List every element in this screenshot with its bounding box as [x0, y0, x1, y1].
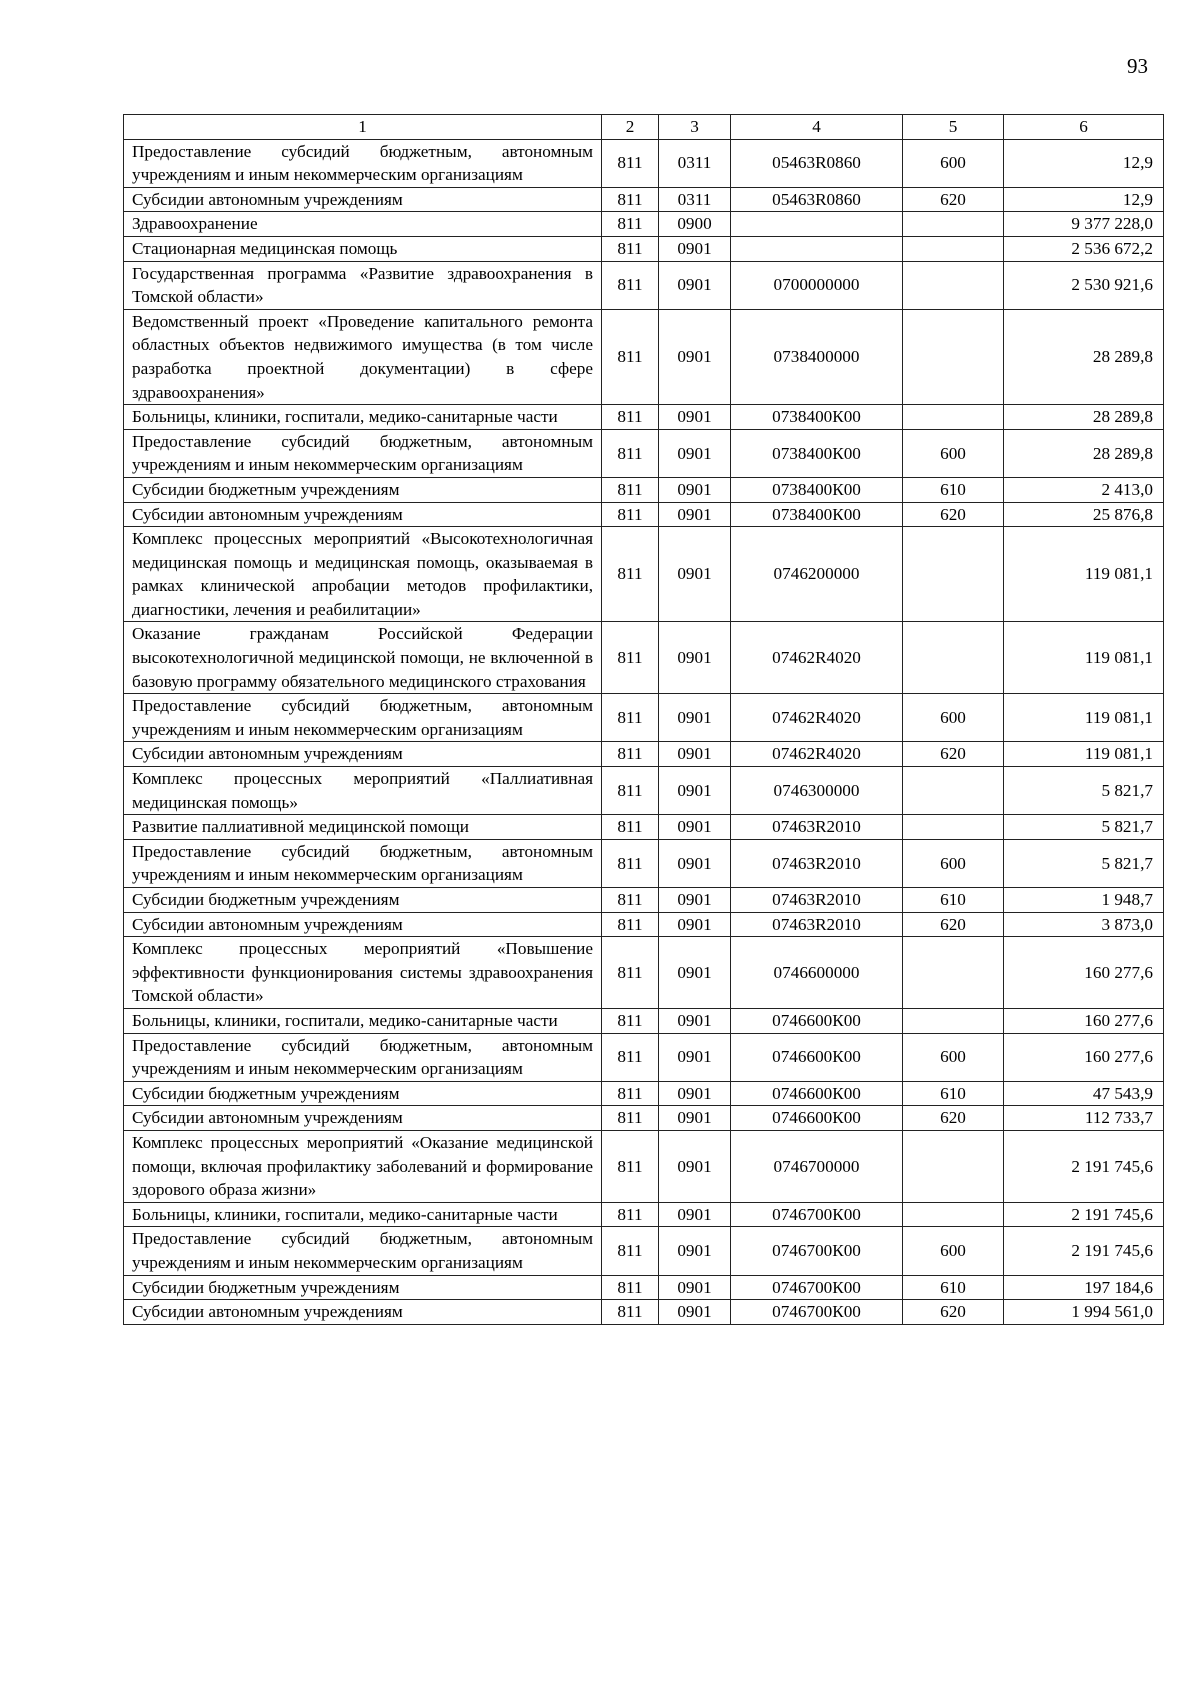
target-article-cell: 0746700К00 [731, 1275, 903, 1300]
ministry-code-cell: 811 [602, 912, 659, 937]
row-name-cell: Предоставление субсидий бюджетным, автономным учреждениям и иным некоммерческим организациям [124, 1227, 602, 1275]
expense-type-cell: 600 [903, 429, 1004, 477]
ministry-code-cell: 811 [602, 1202, 659, 1227]
row-name-cell: Предоставление субсидий бюджетным, автономным учреждениям и иным некоммерческим организациям [124, 839, 602, 887]
amount-cell: 2 191 745,6 [1004, 1202, 1164, 1227]
ministry-code-cell: 811 [602, 1227, 659, 1275]
ministry-code-cell: 811 [602, 527, 659, 622]
section-code-cell: 0901 [659, 1008, 731, 1033]
table-row [124, 767, 1164, 815]
target-article-cell: 0746700К00 [731, 1202, 903, 1227]
section-code-cell: 0311 [659, 187, 731, 212]
section-code-cell: 0901 [659, 1300, 731, 1325]
target-article-cell: 0746300000 [731, 767, 903, 815]
amount-cell: 119 081,1 [1004, 527, 1164, 622]
section-code-cell: 0901 [659, 1275, 731, 1300]
section-code-cell: 0901 [659, 694, 731, 742]
section-code-cell: 0901 [659, 527, 731, 622]
table-row [124, 261, 1164, 309]
target-article-cell: 0746700000 [731, 1130, 903, 1202]
expense-type-cell: 620 [903, 1300, 1004, 1325]
ministry-code-cell: 811 [602, 1081, 659, 1106]
expense-type-cell [903, 236, 1004, 261]
table-row [124, 1033, 1164, 1081]
table-row [124, 1081, 1164, 1106]
ministry-code-cell: 811 [602, 502, 659, 527]
section-code-cell: 0901 [659, 1106, 731, 1131]
row-name-cell: Государственная программа «Развитие здравоохранения в Томской области» [124, 261, 602, 309]
table-row [124, 1106, 1164, 1131]
table-row [124, 1202, 1164, 1227]
section-code-cell: 0901 [659, 1033, 731, 1081]
target-article-cell: 0738400К00 [731, 405, 903, 430]
column-header: 1 [124, 115, 602, 140]
amount-cell: 119 081,1 [1004, 622, 1164, 694]
row-name-cell: Больницы, клиники, госпитали, медико-санитарные части [124, 1202, 602, 1227]
amount-cell: 9 377 228,0 [1004, 212, 1164, 237]
target-article-cell: 07462R4020 [731, 622, 903, 694]
ministry-code-cell: 811 [602, 212, 659, 237]
section-code-cell: 0901 [659, 815, 731, 840]
table-row [124, 1008, 1164, 1033]
target-article-cell: 0746700К00 [731, 1227, 903, 1275]
ministry-code-cell: 811 [602, 236, 659, 261]
row-name-cell: Предоставление субсидий бюджетным, автономным учреждениям и иным некоммерческим организациям [124, 429, 602, 477]
ministry-code-cell: 811 [602, 477, 659, 502]
amount-cell: 119 081,1 [1004, 742, 1164, 767]
target-article-cell [731, 212, 903, 237]
table-row [124, 912, 1164, 937]
ministry-code-cell: 811 [602, 139, 659, 187]
page-number: 93 [1127, 54, 1148, 78]
expense-type-cell: 620 [903, 502, 1004, 527]
table-row [124, 888, 1164, 913]
expense-type-cell: 610 [903, 1275, 1004, 1300]
amount-cell: 160 277,6 [1004, 1033, 1164, 1081]
target-article-cell: 05463R0860 [731, 139, 903, 187]
ministry-code-cell: 811 [602, 839, 659, 887]
section-code-cell: 0900 [659, 212, 731, 237]
row-name-cell: Комплекс процессных мероприятий «Оказание медицинской помощи, включая профилактику заболеваний и формирование здорового образа жизни» [124, 1130, 602, 1202]
expense-type-cell: 610 [903, 1081, 1004, 1106]
section-code-cell: 0901 [659, 477, 731, 502]
section-code-cell: 0901 [659, 309, 731, 404]
ministry-code-cell: 811 [602, 187, 659, 212]
expense-type-cell [903, 405, 1004, 430]
row-name-cell: Больницы, клиники, госпитали, медико-санитарные части [124, 405, 602, 430]
table-row [124, 1130, 1164, 1202]
column-header: 4 [731, 115, 903, 140]
target-article-cell: 0738400К00 [731, 502, 903, 527]
target-article-cell: 0746600К00 [731, 1033, 903, 1081]
ministry-code-cell: 811 [602, 1008, 659, 1033]
expense-type-cell: 610 [903, 888, 1004, 913]
row-name-cell: Стационарная медицинская помощь [124, 236, 602, 261]
amount-cell: 5 821,7 [1004, 815, 1164, 840]
section-code-cell: 0901 [659, 1202, 731, 1227]
ministry-code-cell: 811 [602, 767, 659, 815]
section-code-cell: 0901 [659, 839, 731, 887]
section-code-cell: 0901 [659, 1227, 731, 1275]
row-name-cell: Субсидии автономным учреждениям [124, 1106, 602, 1131]
ministry-code-cell: 811 [602, 1275, 659, 1300]
expense-type-cell: 600 [903, 1227, 1004, 1275]
table-row [124, 937, 1164, 1009]
expense-type-cell [903, 212, 1004, 237]
ministry-code-cell: 811 [602, 309, 659, 404]
target-article-cell: 0746600К00 [731, 1008, 903, 1033]
expense-type-cell: 600 [903, 1033, 1004, 1081]
amount-cell: 2 191 745,6 [1004, 1227, 1164, 1275]
target-article-cell: 07463R2010 [731, 912, 903, 937]
section-code-cell: 0311 [659, 139, 731, 187]
ministry-code-cell: 811 [602, 888, 659, 913]
expense-type-cell: 600 [903, 694, 1004, 742]
amount-cell: 47 543,9 [1004, 1081, 1164, 1106]
row-name-cell: Оказание гражданам Российской Федерации высокотехнологичной медицинской помощи, не включенной в базовую программу обязательного медицинского страхования [124, 622, 602, 694]
target-article-cell: 0738400К00 [731, 429, 903, 477]
amount-cell: 119 081,1 [1004, 694, 1164, 742]
amount-cell: 2 413,0 [1004, 477, 1164, 502]
table-row [124, 1227, 1164, 1275]
target-article-cell [731, 236, 903, 261]
table-row [124, 622, 1164, 694]
ministry-code-cell: 811 [602, 694, 659, 742]
ministry-code-cell: 811 [602, 1106, 659, 1131]
target-article-cell: 07462R4020 [731, 694, 903, 742]
table-row [124, 742, 1164, 767]
amount-cell: 160 277,6 [1004, 937, 1164, 1009]
row-name-cell: Здравоохранение [124, 212, 602, 237]
expense-type-cell [903, 815, 1004, 840]
expense-type-cell: 620 [903, 742, 1004, 767]
table-row [124, 815, 1164, 840]
header-row [124, 115, 1164, 140]
target-article-cell: 0738400К00 [731, 477, 903, 502]
section-code-cell: 0901 [659, 767, 731, 815]
table-row [124, 502, 1164, 527]
table-row [124, 1275, 1164, 1300]
row-name-cell: Субсидии автономным учреждениям [124, 742, 602, 767]
column-header: 6 [1004, 115, 1164, 140]
amount-cell: 3 873,0 [1004, 912, 1164, 937]
expense-type-cell: 620 [903, 187, 1004, 212]
ministry-code-cell: 811 [602, 261, 659, 309]
row-name-cell: Субсидии автономным учреждениям [124, 912, 602, 937]
section-code-cell: 0901 [659, 622, 731, 694]
target-article-cell: 0746700К00 [731, 1300, 903, 1325]
expense-type-cell [903, 1202, 1004, 1227]
target-article-cell: 0746200000 [731, 527, 903, 622]
ministry-code-cell: 811 [602, 405, 659, 430]
row-name-cell: Субсидии автономным учреждениям [124, 1300, 602, 1325]
target-article-cell: 0746600К00 [731, 1106, 903, 1131]
target-article-cell: 0738400000 [731, 309, 903, 404]
amount-cell: 2 191 745,6 [1004, 1130, 1164, 1202]
table-row [124, 212, 1164, 237]
amount-cell: 5 821,7 [1004, 767, 1164, 815]
row-name-cell: Предоставление субсидий бюджетным, автономным учреждениям и иным некоммерческим организациям [124, 139, 602, 187]
amount-cell: 12,9 [1004, 187, 1164, 212]
row-name-cell: Субсидии бюджетным учреждениям [124, 1081, 602, 1106]
ministry-code-cell: 811 [602, 742, 659, 767]
expense-type-cell [903, 309, 1004, 404]
amount-cell: 25 876,8 [1004, 502, 1164, 527]
expense-type-cell: 600 [903, 839, 1004, 887]
expense-type-cell [903, 622, 1004, 694]
amount-cell: 2 536 672,2 [1004, 236, 1164, 261]
section-code-cell: 0901 [659, 1081, 731, 1106]
ministry-code-cell: 811 [602, 622, 659, 694]
target-article-cell: 0746600000 [731, 937, 903, 1009]
table-row [124, 694, 1164, 742]
expense-type-cell [903, 767, 1004, 815]
row-name-cell: Предоставление субсидий бюджетным, автономным учреждениям и иным некоммерческим организациям [124, 694, 602, 742]
row-name-cell: Субсидии бюджетным учреждениям [124, 477, 602, 502]
target-article-cell: 07463R2010 [731, 815, 903, 840]
row-name-cell: Субсидии автономным учреждениям [124, 187, 602, 212]
amount-cell: 1 948,7 [1004, 888, 1164, 913]
amount-cell: 2 530 921,6 [1004, 261, 1164, 309]
column-header: 5 [903, 115, 1004, 140]
expense-type-cell: 600 [903, 139, 1004, 187]
target-article-cell: 0746600К00 [731, 1081, 903, 1106]
column-header: 3 [659, 115, 731, 140]
ministry-code-cell: 811 [602, 1130, 659, 1202]
table-row [124, 839, 1164, 887]
expense-type-cell [903, 261, 1004, 309]
table-row [124, 527, 1164, 622]
section-code-cell: 0901 [659, 502, 731, 527]
row-name-cell: Развитие паллиативной медицинской помощи [124, 815, 602, 840]
section-code-cell: 0901 [659, 405, 731, 430]
row-name-cell: Предоставление субсидий бюджетным, автономным учреждениям и иным некоммерческим организациям [124, 1033, 602, 1081]
amount-cell: 160 277,6 [1004, 1008, 1164, 1033]
section-code-cell: 0901 [659, 236, 731, 261]
section-code-cell: 0901 [659, 1130, 731, 1202]
column-header: 2 [602, 115, 659, 140]
target-article-cell: 05463R0860 [731, 187, 903, 212]
row-name-cell: Субсидии бюджетным учреждениям [124, 888, 602, 913]
ministry-code-cell: 811 [602, 1300, 659, 1325]
ministry-code-cell: 811 [602, 1033, 659, 1081]
target-article-cell: 07463R2010 [731, 888, 903, 913]
section-code-cell: 0901 [659, 912, 731, 937]
amount-cell: 1 994 561,0 [1004, 1300, 1164, 1325]
row-name-cell: Субсидии бюджетным учреждениям [124, 1275, 602, 1300]
ministry-code-cell: 811 [602, 429, 659, 477]
section-code-cell: 0901 [659, 261, 731, 309]
table-row [124, 236, 1164, 261]
amount-cell: 112 733,7 [1004, 1106, 1164, 1131]
row-name-cell: Комплекс процессных мероприятий «Паллиативная медицинская помощь» [124, 767, 602, 815]
expense-type-cell [903, 1008, 1004, 1033]
expense-type-cell: 620 [903, 1106, 1004, 1131]
table-row [124, 429, 1164, 477]
expense-type-cell: 610 [903, 477, 1004, 502]
row-name-cell: Ведомственный проект «Проведение капитального ремонта областных объектов недвижимого имущества (в том числе разработка проектной документации) в сфере здравоохранения» [124, 309, 602, 404]
amount-cell: 28 289,8 [1004, 429, 1164, 477]
section-code-cell: 0901 [659, 742, 731, 767]
amount-cell: 197 184,6 [1004, 1275, 1164, 1300]
table-row [124, 309, 1164, 404]
row-name-cell: Комплекс процессных мероприятий «Высокотехнологичная медицинская помощь и медицинская помощь, оказываемая в рамках клинической апробации методов профилактики, диагностики, лечения и реабилитации» [124, 527, 602, 622]
row-name-cell: Комплекс процессных мероприятий «Повышение эффективности функционирования системы здравоохранения Томской области» [124, 937, 602, 1009]
ministry-code-cell: 811 [602, 815, 659, 840]
amount-cell: 5 821,7 [1004, 839, 1164, 887]
section-code-cell: 0901 [659, 888, 731, 913]
ministry-code-cell: 811 [602, 937, 659, 1009]
section-code-cell: 0901 [659, 937, 731, 1009]
expense-type-cell [903, 527, 1004, 622]
target-article-cell: 0700000000 [731, 261, 903, 309]
table-row [124, 477, 1164, 502]
table-row [124, 405, 1164, 430]
section-code-cell: 0901 [659, 429, 731, 477]
table-row [124, 187, 1164, 212]
target-article-cell: 07462R4020 [731, 742, 903, 767]
expense-type-cell [903, 937, 1004, 1009]
expense-type-cell [903, 1130, 1004, 1202]
expense-type-cell: 620 [903, 912, 1004, 937]
amount-cell: 28 289,8 [1004, 405, 1164, 430]
amount-cell: 28 289,8 [1004, 309, 1164, 404]
table-row [124, 139, 1164, 187]
row-name-cell: Больницы, клиники, госпитали, медико-санитарные части [124, 1008, 602, 1033]
row-name-cell: Субсидии автономным учреждениям [124, 502, 602, 527]
table-row [124, 1300, 1164, 1325]
budget-table [123, 114, 1164, 1325]
target-article-cell: 07463R2010 [731, 839, 903, 887]
amount-cell: 12,9 [1004, 139, 1164, 187]
